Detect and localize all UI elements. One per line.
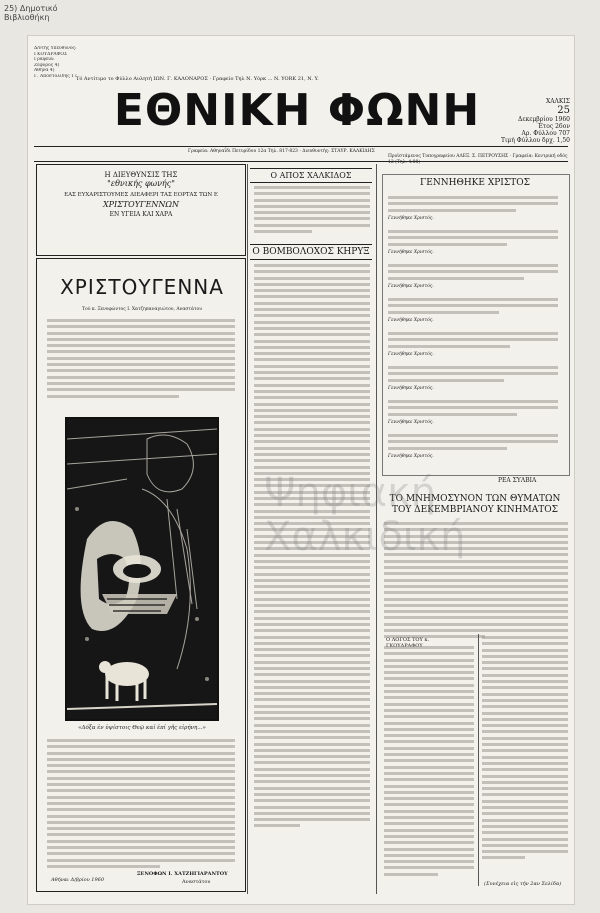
poem-refrain: Γεννήθηκε Χριστός. <box>388 386 434 391</box>
poem-stanza <box>388 332 558 351</box>
greeting-christmas: ΧΡΙΣΤΟΥΓΕΝΝΩΝ <box>102 200 180 209</box>
poem-refrain: Γεννήθηκε Χριστός. <box>388 250 434 255</box>
memorial-article-col1 <box>384 646 474 879</box>
poem-stanza <box>388 366 558 385</box>
bomb-article-title: Ο ΒΟΜΒΟΛΟΧΟΣ ΚΗΡΥΞ <box>250 244 372 260</box>
article-signature-role: Αναστάτου <box>182 879 211 885</box>
poem-refrain: Γεννήθηκε Χριστός. <box>388 454 434 459</box>
bishop-article-text <box>254 186 370 236</box>
poem-refrain: Γεννήθηκε Χριστός. <box>388 284 434 289</box>
greeting-line: ΕΝ ΥΓΕΙΑ ΚΑΙ ΧΑΡΑ <box>109 211 173 218</box>
masthead-rule-2 <box>34 161 568 162</box>
poem-stanza <box>388 400 558 419</box>
poem-stanza <box>388 264 558 283</box>
poem-stanza <box>388 298 558 317</box>
poem-refrain: Γεννήθηκε Χριστός. <box>388 352 434 357</box>
bomb-article-text <box>254 264 370 831</box>
masthead-subrow-left: Γραφεία: Αθηναΐδι Πετυρίδου 12α Τηλ. 817-823 · Διευθυντής: ΣΤΑΥΡ. ΚΑΛΚΙΔΗΣ <box>188 149 375 154</box>
masthead-date-info: ΧΑΛΚΙΣ 25 Δεκεμβρίου 1960 Έτος 26ον Αρ. Φύλλου 707 Τιμή Φύλλου δρχ. 1,50 <box>500 98 570 144</box>
poem-refrain: Γεννήθηκε Χριστός. <box>388 318 434 323</box>
article-body-text <box>47 739 235 871</box>
poem-stanza <box>388 196 558 215</box>
nativity-woodcut-image <box>65 417 219 721</box>
article-body-text <box>47 319 235 401</box>
column-divider <box>478 634 479 886</box>
poem-stanza <box>388 230 558 249</box>
poem-title: ΓΕΝΝΗΘΗΚΕ ΧΡΙΣΤΟΣ <box>420 178 530 188</box>
memorial-article-col2 <box>482 636 568 863</box>
continued-note: (Συνέχεια εἰς τήν 2αν Σελίδα) <box>484 881 562 887</box>
illustration-caption: «Δόξα ἐν ὑψίστοις Θεῷ καί ἐπί γῆς εἰρήνη...» <box>78 725 206 731</box>
poem-stanza <box>388 434 558 453</box>
newspaper-page <box>28 36 574 904</box>
article-dateline: Αθήναι Δ/βρίου 1960 <box>51 877 105 883</box>
nativity-illustration <box>67 419 217 719</box>
memorial-article-title: ΤΟ ΜΝΗΜΟΣΥΝΟΝ ΤΩΝ ΘΥΜΑΤΩΝ ΤΟΥ ΔΕΚΕΜΒΡΙΑΝΟΥ ΚΙΝΗΜΑΤΟΣ <box>389 494 561 515</box>
newspaper-title: ΕΘΝΙΚΗ ΦΩΝΗ <box>113 85 481 136</box>
memorial-article-intro <box>384 522 568 642</box>
column-divider <box>247 164 248 894</box>
greeting-line: Η ΔΙΕΥΘΥΝΣΙΣ ΤΗΣ <box>104 171 178 179</box>
poem-refrain: Γεννήθηκε Χριστός. <box>388 216 434 221</box>
article-title: ΧΡΙΣΤΟΥΓΕΝΝΑ <box>60 275 224 299</box>
masthead-address: Τό Αντίτιμο το Φύλλο Αυλητή ΙΩΝ. Γ. ΚΑΛΟΝΑΡΟΣ · Γραφείο Τηλ Ν. Υόρκ ... N. YORK 21, N. Y. <box>76 76 319 82</box>
greeting-line: ΕΑΣ ΕΥΧΑΡΙΣΤΟΥΜΕΣ ΔΙΕΑΦΕΡΙ ΤΑΣ ΕΟΡΤΑΣ ΤΩΝ Ε <box>64 192 218 198</box>
masthead-left-info: Δ/ντής Υπεύθυνος: ΓΚΟΥΔΡΑΦΟΣ Γραφεία: Ζέφυρος 4) Αθηνά 4) Γ. Αποστολίδης 17 <box>34 46 77 79</box>
poem-author: ΡΕΑ ΣΥΛΒΙΑ <box>498 477 537 484</box>
greeting-box <box>36 164 246 256</box>
christmas-article <box>36 258 246 892</box>
column-divider <box>376 164 377 894</box>
poem-refrain: Γεννήθηκε Χριστός. <box>388 420 434 425</box>
masthead-subrow-right: Προϊστάμενος Τυπογραφείου ΑΛΕΞ. Σ. ΠΕΤΡΟΥΣΗΣ · Γραφεία: Κεντρική οδός 12 (Τηλ. 4.08) <box>388 154 568 165</box>
article-byline: Τού κ. Ξενοφώντος Ι. Χατζηπαναγιώτου, Αναστάτου <box>82 307 202 312</box>
memorial-subhead: Ο ΛΟΓΟΣ ΤΟΥ κ. <box>386 637 430 643</box>
article-signature: ΞΕΝΟΦΩΝ Ι. ΧΑΤΖΗΓΙΑΡΑΝΤΟΥ <box>137 871 228 877</box>
greeting-newspaper-name: "εθνικής φωνής" <box>107 179 175 188</box>
library-watermark: Ψηφιακή Χαλκιδική <box>264 470 466 560</box>
bishop-article-title: Ο ΑΠΟΣ ΧΑΛΚΙΔΟΣ <box>250 168 372 183</box>
masthead-rule <box>34 146 568 147</box>
archive-tag: 25) Δημοτικό Βιβλιοθήκη <box>4 4 58 22</box>
